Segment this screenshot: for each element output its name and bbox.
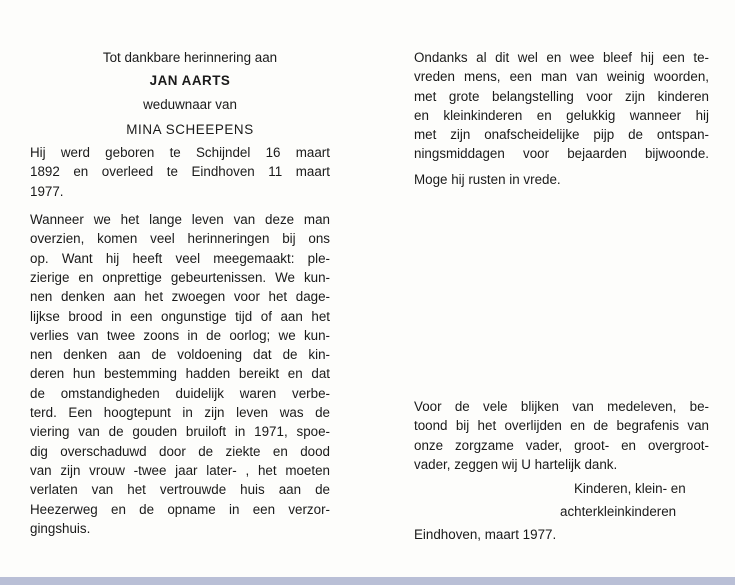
right-column [414, 48, 709, 189]
text-line: deren hun bestemming hadden bereikt en dat [30, 366, 330, 382]
character-paragraph [414, 48, 709, 164]
text-line: Voor de vele blijken van medeleven, be- [414, 399, 709, 414]
text-line: op. Want hij heeft veel meegemaakt: ple- [30, 250, 330, 266]
text-line: 1977. [30, 183, 64, 199]
birth-paragraph [30, 143, 330, 201]
left-column [30, 48, 330, 538]
text-line: onze zorgzame vader, groot- en overgroot- [414, 437, 709, 453]
signature-line: Kinderen, klein- en [574, 481, 686, 496]
text-line: en kleinkinderen en gelukkig wanneer hij [414, 107, 709, 123]
text-line: de omstandigheden duidelijk waren verbe- [30, 385, 330, 401]
text-line: nen denken aan de voldoening dat de kin- [30, 347, 330, 363]
intro-text: Tot dankbare herinnering aan [102, 50, 278, 65]
text-line: met zijn onafscheidelijke pijp de ontspan- [414, 127, 709, 143]
text-line: verlaten van het vertrouwde huis aan de [30, 482, 330, 498]
text-line: nen denken aan het zwoegen voor het dage- [30, 289, 330, 305]
biography-paragraph [30, 210, 330, 538]
spouse-name: MINA SCHEEPENS [126, 121, 254, 137]
text-line: overzien, komen veel herinneringen bij ons [30, 231, 330, 247]
text-line: dig overschaduwd door de ziekte en dood [30, 443, 330, 459]
thanks-paragraph [414, 397, 709, 474]
text-line: met grote belangstelling voor zijn kinderen [414, 88, 709, 104]
place-date: Eindhoven, maart 1977. [414, 527, 557, 542]
text-line: terd. Een hoogtepunt in zijn leven was de [30, 405, 330, 421]
text-line: zierige en onprettige gebeurtenissen. We kun- [30, 269, 330, 285]
text-line: gingshuis. [30, 520, 91, 536]
text-line: toond bij het overlijden en de begrafenis van [414, 418, 709, 434]
relation-text: weduwnaar van [143, 96, 237, 112]
text-line: lijkse brood in een ongunstige tijd of aan het [30, 308, 330, 324]
text-line: Ondanks al dit wel en wee bleef hij een te- [414, 50, 709, 65]
scan-edge [0, 577, 735, 585]
prayer-text: Moge hij rusten in vrede. [414, 171, 561, 187]
text-line: vader, zeggen wij U hartelijk dank. [414, 456, 618, 472]
deceased-name: JAN AARTS [149, 73, 231, 89]
text-line: ningsmiddagen voor bejaarden bijwoonde. [414, 146, 709, 162]
text-line: vreden mens, een man van weinig woorden, [414, 69, 709, 85]
signature-block [560, 479, 710, 522]
text-line: Hij werd geboren te Schijndel 16 maart [30, 145, 330, 161]
text-line: viering van de gouden bruiloft in 1971, spoe- [30, 424, 330, 440]
text-line: verlies van twee zoons in de oorlog; we kun- [30, 327, 330, 343]
text-line: Heezerweg en de opname in een verzor- [30, 501, 330, 517]
signature-line: achterkleinkinderen [560, 504, 677, 520]
text-line: van zijn vrouw -twee jaar later- , het moeten [30, 462, 330, 478]
text-line: 1892 en overleed te Eindhoven 11 maart [30, 164, 330, 180]
text-line: Wanneer we het lange leven van deze man [30, 212, 330, 228]
